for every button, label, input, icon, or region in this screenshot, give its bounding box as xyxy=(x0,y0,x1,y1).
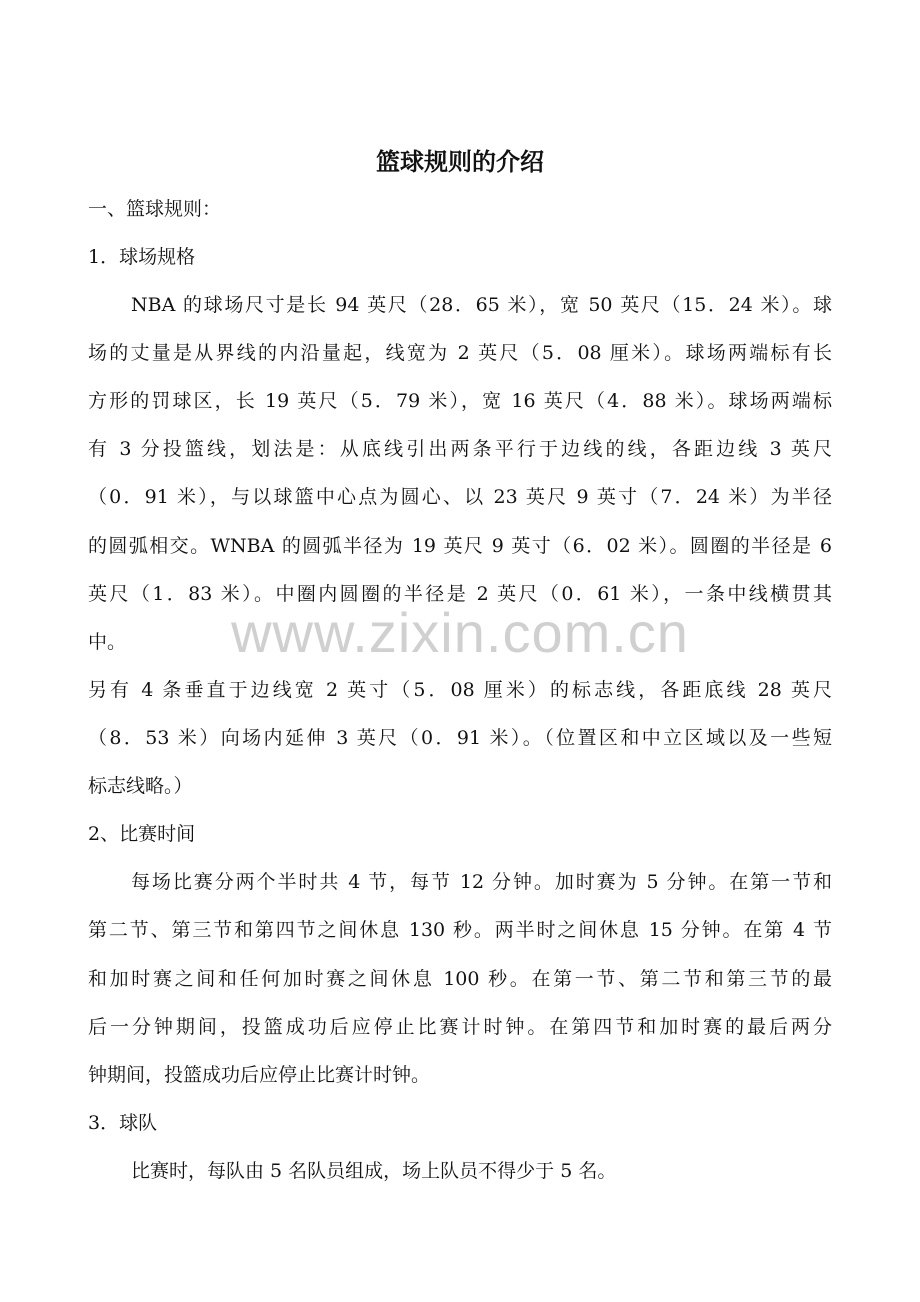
paragraph-line: 另有 4 条垂直于边线宽 2 英寸（5．08 厘米）的标志线，各距底线 28 英尺 xyxy=(88,679,832,701)
paragraph-line: 方形的罚球区，长 19 英尺（5．79 米），宽 16 英尺（4．88 米）。球场两端标 xyxy=(88,390,832,412)
paragraph-line: 和加时赛之间和任何加时赛之间休息 100 秒。在第一节、第二节和第三节的最 xyxy=(88,968,832,990)
paragraph-line: 中。 xyxy=(88,631,127,653)
paragraph-line: 比赛时，每队由 5 名队员组成，场上队员不得少于 5 名。 xyxy=(131,1160,617,1182)
watermark: www.zixin.com.cn xyxy=(231,601,689,664)
subheading-court-specs: 1．球场规格 xyxy=(88,246,196,268)
paragraph-line: 第二节、第三节和第四节之间休息 130 秒。两半时之间休息 15 分钟。在第 4 节 xyxy=(88,919,832,941)
paragraph-line: NBA 的球场尺寸是长 94 英尺（28．65 米），宽 50 英尺（15．24 米）。球 xyxy=(131,294,832,316)
paragraph-line: 场的丈量是从界线的内沿量起，线宽为 2 英尺（5．08 厘米）。球场两端标有长 xyxy=(88,342,832,364)
subheading-game-time: 2、比赛时间 xyxy=(88,823,196,845)
paragraph-line: 有 3 分投篮线，划法是：从底线引出两条平行于边线的线，各距边线 3 英尺 xyxy=(88,438,832,460)
paragraph-line: 标志线略。） xyxy=(88,775,193,797)
paragraph-line: 钟期间，投篮成功后应停止比赛计时钟。 xyxy=(88,1064,431,1086)
document-title: 篮球规则的介绍 xyxy=(376,148,544,176)
paragraph-line: 每场比赛分两个半时共 4 节，每节 12 分钟。加时赛为 5 分钟。在第一节和 xyxy=(131,871,832,893)
paragraph-line: 的圆弧相交。WNBA 的圆弧半径为 19 英尺 9 英寸（6．02 米）。圆圈的半径是 6 xyxy=(88,535,832,557)
paragraph-line: 后一分钟期间，投篮成功后应停止比赛计时钟。在第四节和加时赛的最后两分 xyxy=(88,1016,832,1038)
section-heading-rules: 一、篮球规则： xyxy=(88,198,222,220)
subheading-team: 3．球队 xyxy=(88,1112,158,1134)
paragraph-line: 英尺（1．83 米）。中圈内圆圈的半径是 2 英尺（0．61 米），一条中线横贯其 xyxy=(88,583,832,605)
paragraph-line: （8．53 米）向场内延伸 3 英尺（0．91 米）。（位置区和中立区域以及一些短 xyxy=(88,727,832,749)
paragraph-line: （0．91 米），与以球篮中心点为圆心、以 23 英尺 9 英寸（7．24 米）为半径 xyxy=(88,486,832,508)
